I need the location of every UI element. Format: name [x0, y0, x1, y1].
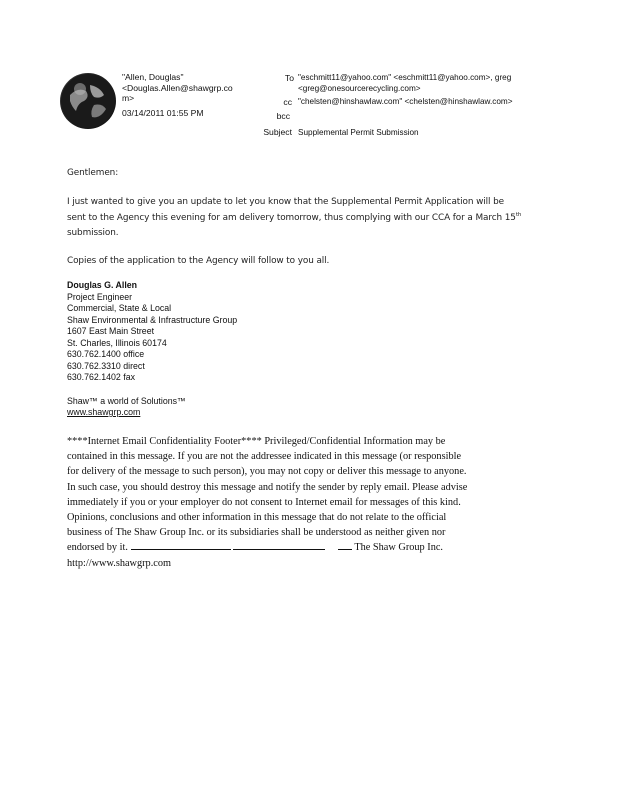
signature-website-link[interactable]: www.shawgrp.com	[67, 407, 141, 417]
sent-timestamp: 03/14/2011 01:55 PM	[122, 108, 204, 118]
underline-blank	[131, 540, 231, 550]
signature-name: Douglas G. Allen	[67, 280, 138, 290]
body-line-text: sent to the Agency this evening for am delivery tomorrow, thus complying with our CCA for a March 15	[67, 212, 516, 223]
sender-email: <Douglas.Allen@shawgrp.co	[122, 82, 233, 93]
signature-division: Commercial, State & Local	[67, 303, 172, 313]
ordinal-suffix: th	[515, 211, 522, 218]
signature-title: Project Engineer	[67, 291, 133, 302]
cc-recipients	[298, 96, 548, 107]
footer-line: for delivery of the message to such person), you may not copy or deliver this message to anyone.	[67, 466, 467, 478]
signature-tagline: Shaw™ a world of Solutions™	[67, 395, 186, 406]
body-line: submission.	[67, 228, 119, 238]
footer-line: contained in this message. If you are not the addressee indicated in this message (or responsible	[67, 451, 462, 463]
confidentiality-footer	[67, 434, 547, 571]
cc-label: cc	[283, 97, 292, 107]
signature-direct-phone: 630.762.3310 direct	[67, 360, 145, 371]
body-line: Copies of the application to the Agency will follow to you all.	[67, 256, 330, 266]
body-paragraph-2	[67, 254, 329, 270]
footer-url[interactable]: http://www.shawgrp.com	[67, 557, 172, 569]
sender-block	[122, 72, 262, 104]
sender-name: "Allen, Douglas"	[122, 72, 184, 82]
signature-office-phone: 630.762.1400 office	[67, 349, 145, 359]
subject-value: Supplemental Permit Submission	[298, 128, 419, 137]
bcc-label: bcc	[276, 111, 290, 121]
subject-label: Subject	[263, 127, 292, 137]
globe-icon	[60, 73, 116, 129]
footer-line: immediately if you or your employer do not consent to Internet email for messages of this kind.	[67, 496, 461, 508]
underline-blank	[338, 540, 352, 550]
footer-line: business of The Shaw Group Inc. or its subsidiaries shall be understood as neither given nor	[67, 527, 446, 539]
greeting-text: Gentlemen:	[67, 168, 119, 178]
spacer	[67, 384, 237, 396]
underline-blank	[233, 540, 325, 550]
greeting	[67, 166, 118, 182]
body-line	[67, 211, 521, 227]
signature-street: 1607 East Main Street	[67, 326, 155, 336]
signature-block	[67, 280, 237, 419]
to-line: "eschmitt11@yahoo.com" <eschmitt11@yahoo.com>, greg	[298, 73, 512, 82]
footer-line: Opinions, conclusions and other information in this message that do not relate to the official	[67, 512, 447, 524]
to-recipients	[298, 72, 548, 94]
signature-city: St. Charles, Illinois 60174	[67, 337, 167, 348]
footer-line: In such case, you should destroy this message and notify the sender by reply email. Please advise	[67, 481, 468, 493]
footer-line	[67, 540, 547, 555]
sender-avatar	[60, 73, 116, 129]
to-line: <greg@onesourcerecycling.com>	[298, 84, 421, 93]
cc-line: "chelsten@hinshawlaw.com" <chelsten@hinshawlaw.com>	[298, 97, 513, 106]
body-line: I just wanted to give you an update to let you know that the Supplemental Permit Application will be	[67, 197, 504, 207]
signature-group: Shaw Environmental & Infrastructure Group	[67, 314, 238, 325]
to-label: To	[284, 73, 294, 83]
signature-fax: 630.762.1402 fax	[67, 372, 135, 382]
footer-text: endorsed by it.	[67, 542, 128, 554]
footer-company: The Shaw Group Inc.	[354, 542, 443, 554]
footer-line: ****Internet Email Confidentiality Footer**** Privileged/Confidential Information may be	[67, 436, 446, 447]
sender-email-cont: m>	[122, 93, 135, 103]
body-paragraph-1	[67, 195, 521, 242]
